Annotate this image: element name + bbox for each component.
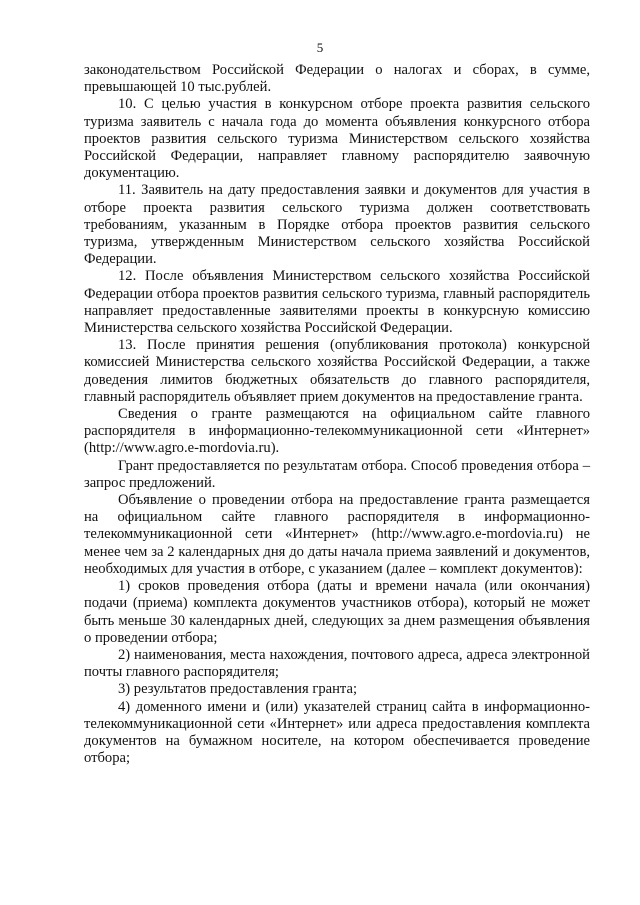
paragraph-grant-info: Сведения о гранте размещаются на официальном сайте главного распорядителя в информационно-телекоммуникационной сети «Интернет» (http://www.agro.e-mordovia.ru). [84, 406, 590, 457]
paragraph-item-11: 11. Заявитель на дату предоставления заявки и документов для участия в отборе проекта развития сельского туризма должен соответствовать требованиям, указанным в Порядке отбора проектов развития сельского туризма, утвержденным Министерством сельского хозяйства Российской Федерации. [84, 182, 590, 268]
list-item-1: 1) сроков проведения отбора (даты и времени начала (или окончания) подачи (приема) комплекта документов участников отбора), который не может быть меньше 30 календарных дней, следующих за днем размещения объявления о проведении отбора; [84, 578, 590, 646]
paragraph-item-12: 12. После объявления Министерством сельского хозяйства Российской Федерации отбора проектов развития сельского туризма, главный распорядитель направляет предоставленные заявителями проекты в конкурсную комиссию Министерства сельского хозяйства Российской Федерации. [84, 268, 590, 337]
page-number: 5 [316, 40, 324, 55]
paragraph-item-10: 10. С целью участия в конкурсном отборе проекта развития сельского туризма заявитель с начала года до момента объявления конкурсного отбора проектов развития сельского туризма Министерством сельского хозяйства Российской Федерации, направляет главному распорядителю заявочную документацию. [84, 96, 590, 182]
list-item-4: 4) доменного имени и (или) указателей страниц сайта в информационно-телекоммуникационной сети «Интернет» или адреса предоставления комплекта документов на бумажном носителе, на котором обеспечивается проведение отбора; [84, 698, 590, 767]
document-body [84, 62, 590, 767]
paragraph-announcement: Объявление о проведении отбора на предоставление гранта размещается на официальном сайте главного распорядителя в информационно-телекоммуникационной сети «Интернет» (http://www.agro.e-mordovia.ru) не менее чем за 2 календарных дня до даты начала приема заявлений и документов, необходимых для участия в отборе, с указанием (далее – комплект документов): [84, 492, 590, 577]
paragraph-grant-method: Грант предоставляется по результатам отбора. Способ проведения отбора – запрос предложений. [84, 457, 590, 491]
paragraph-item-13: 13. После принятия решения (опубликования протокола) конкурсной комиссией Министерства сельского хозяйства Российской Федерации, а также доведения лимитов бюджетных обязательств до главного распорядителя, главный распорядитель объявляет прием документов на предоставление гранта. [84, 337, 590, 405]
list-item-2: 2) наименования, места нахождения, почтового адреса, адреса электронной почты главного распорядителя; [84, 646, 590, 681]
paragraph-continuation: законодательством Российской Федерации о налогах и сборах, в сумме, превышающей 10 тыс.рублей. [84, 62, 590, 96]
list-item-3: 3) результатов предоставления гранта; [118, 681, 358, 698]
